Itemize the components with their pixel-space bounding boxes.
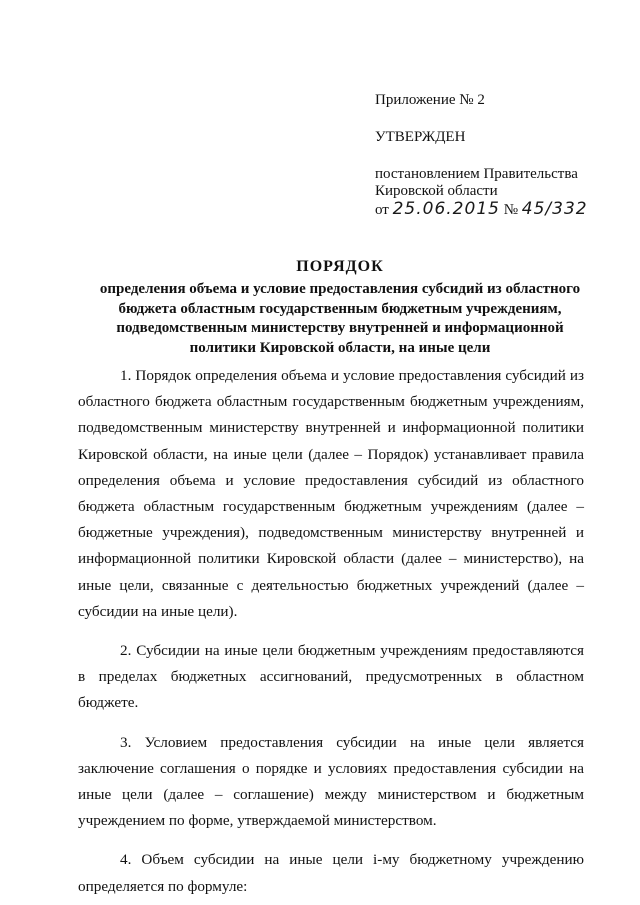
date-prefix: от <box>375 202 389 218</box>
subtitle-line: подведомственным министерству внутренней и информационной <box>116 320 564 336</box>
paragraph-3: 3. Условием предоставления субсидии на иные цели является заключение соглашения о порядке и условиях предоставления субсидии на иные цели (далее – соглашение) между министерством и бюджетным учреждением по форме, утверждаемой министерством. <box>78 733 584 830</box>
handwritten-date: 25.06.2015 <box>392 199 500 219</box>
paragraph-4: 4. Объем субсидии на иные цели i-му бюджетному учреждению определяется по формуле: <box>78 851 584 895</box>
paragraph-2: 2. Субсидии на иные цели бюджетным учреждениям предоставляются в пределах бюджетных ассигнований, предусмотренных в областном бюджете. <box>78 642 584 712</box>
subtitle-line: бюджета областным государственным бюджетным учреждениям, <box>118 300 562 317</box>
document-title: ПОРЯДОК <box>296 258 384 275</box>
number-prefix: № <box>503 202 519 218</box>
document-body <box>78 363 584 900</box>
paragraph-1: 1. Порядок определения объема и условие предоставления субсидий из областного бюджета областным государственным бюджетным учреждениям, подведомственным министерству внутренней и информационной политики Кировской области, на иные цели (далее – Порядок) устанавливает правила определения объема и условие предоставления субсидий из областного бюджета областным государственным бюджетным учреждениям (далее – бюджетные учреждения), подведомственным министерству внутренней и информационной политики Кировской области (далее – министерство), на иные цели, связанные с деятельностью бюджетных учреждений (далее – субсидии на иные цели). <box>78 367 584 620</box>
approved-label: УТВЕРЖДЕН <box>375 129 466 145</box>
decree-line: постановлением Правительства <box>375 166 578 182</box>
handwritten-number: 45/332 <box>521 199 588 219</box>
region-line: Кировской области <box>375 183 498 199</box>
decree-date-line <box>375 201 615 219</box>
appendix-label: Приложение № 2 <box>375 92 485 108</box>
subtitle-line: определения объема и условие предоставления субсидий из областного <box>99 281 581 297</box>
document-subtitle <box>60 280 620 358</box>
subtitle-line: политики Кировской области, на иные цели <box>189 339 491 356</box>
approval-stamp-block <box>375 92 615 219</box>
